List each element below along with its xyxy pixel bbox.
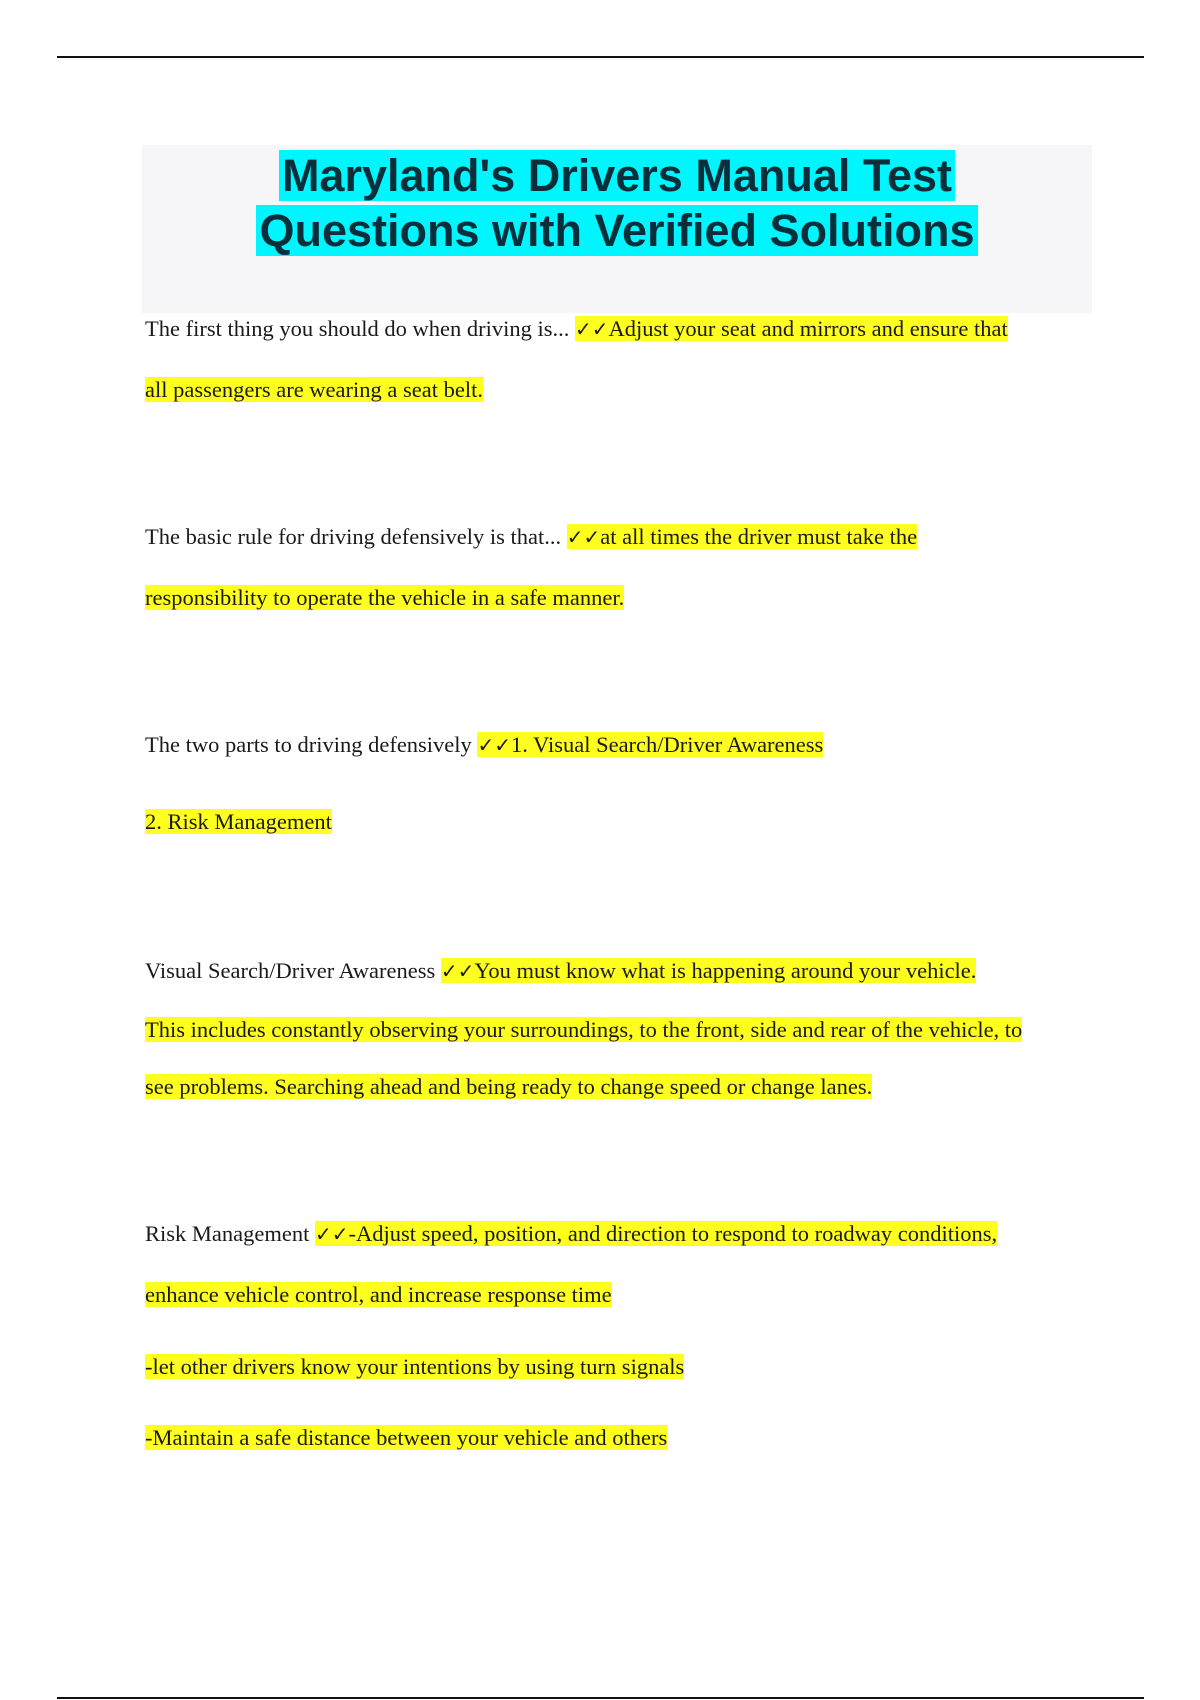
question-text: Visual Search/Driver Awareness xyxy=(145,958,441,983)
question-text: The two parts to driving defensively xyxy=(145,732,478,757)
page-title-line-2: Questions with Verified Solutions xyxy=(142,203,1092,258)
check-icon: ✓✓ xyxy=(314,1222,349,1246)
check-icon: ✓✓ xyxy=(477,733,511,757)
answer-text: -Maintain a safe distance between your vehicle and others xyxy=(145,1425,668,1450)
qa-item-1-line-1 xyxy=(145,314,1008,344)
question-text: Risk Management xyxy=(145,1221,315,1246)
title-banner xyxy=(142,145,1092,313)
check-icon: ✓✓ xyxy=(574,317,609,341)
answer-highlight xyxy=(575,316,1008,341)
qa-item-5-line-1 xyxy=(145,1219,997,1249)
qa-item-1-line-2 xyxy=(145,375,483,405)
answer-text: at all times the driver must take the xyxy=(600,524,918,549)
qa-item-3-line-1 xyxy=(145,730,823,760)
answer-highlight xyxy=(441,958,977,983)
answer-highlight xyxy=(315,1221,997,1246)
answer-highlight xyxy=(567,524,917,549)
answer-text: -let other drivers know your intentions by using turn signals xyxy=(145,1354,685,1379)
answer-text: 1. Visual Search/Driver Awareness xyxy=(510,732,824,757)
question-text: The basic rule for driving defensively is that... xyxy=(145,524,567,549)
answer-text: -Adjust speed, position, and direction to respond to roadway conditions, xyxy=(348,1221,998,1246)
check-icon: ✓✓ xyxy=(566,525,601,549)
qa-item-4-line-1 xyxy=(145,956,976,986)
answer-text: all passengers are wearing a seat belt. xyxy=(145,377,483,402)
answer-text: responsibility to operate the vehicle in a safe manner. xyxy=(145,585,625,610)
qa-item-5-line-4 xyxy=(145,1423,667,1453)
page-title-line-1: Maryland's Drivers Manual Test xyxy=(142,148,1092,203)
qa-item-4-line-3 xyxy=(145,1072,872,1102)
bottom-rule xyxy=(57,1697,1144,1699)
qa-item-2-line-1 xyxy=(145,522,917,552)
answer-text: see problems. Searching ahead and being ready to change speed or change lanes. xyxy=(145,1074,873,1099)
answer-highlight xyxy=(477,732,823,757)
answer-text: Adjust your seat and mirrors and ensure that xyxy=(608,316,1008,341)
qa-item-3-line-2 xyxy=(145,807,332,837)
answer-text: You must know what is happening around your vehicle. xyxy=(474,958,977,983)
qa-item-5-line-3 xyxy=(145,1352,684,1382)
answer-text: 2. Risk Management xyxy=(145,809,332,834)
answer-text: This includes constantly observing your surroundings, to the front, side and rear of the vehicle, to xyxy=(145,1017,1023,1042)
qa-item-2-line-2 xyxy=(145,583,624,613)
top-rule xyxy=(57,56,1144,58)
qa-item-5-line-2 xyxy=(145,1280,612,1310)
answer-text: enhance vehicle control, and increase response time xyxy=(145,1282,612,1307)
question-text: The first thing you should do when driving is... xyxy=(145,316,575,341)
check-icon: ✓✓ xyxy=(440,959,475,983)
qa-item-4-line-2 xyxy=(145,1015,1022,1045)
